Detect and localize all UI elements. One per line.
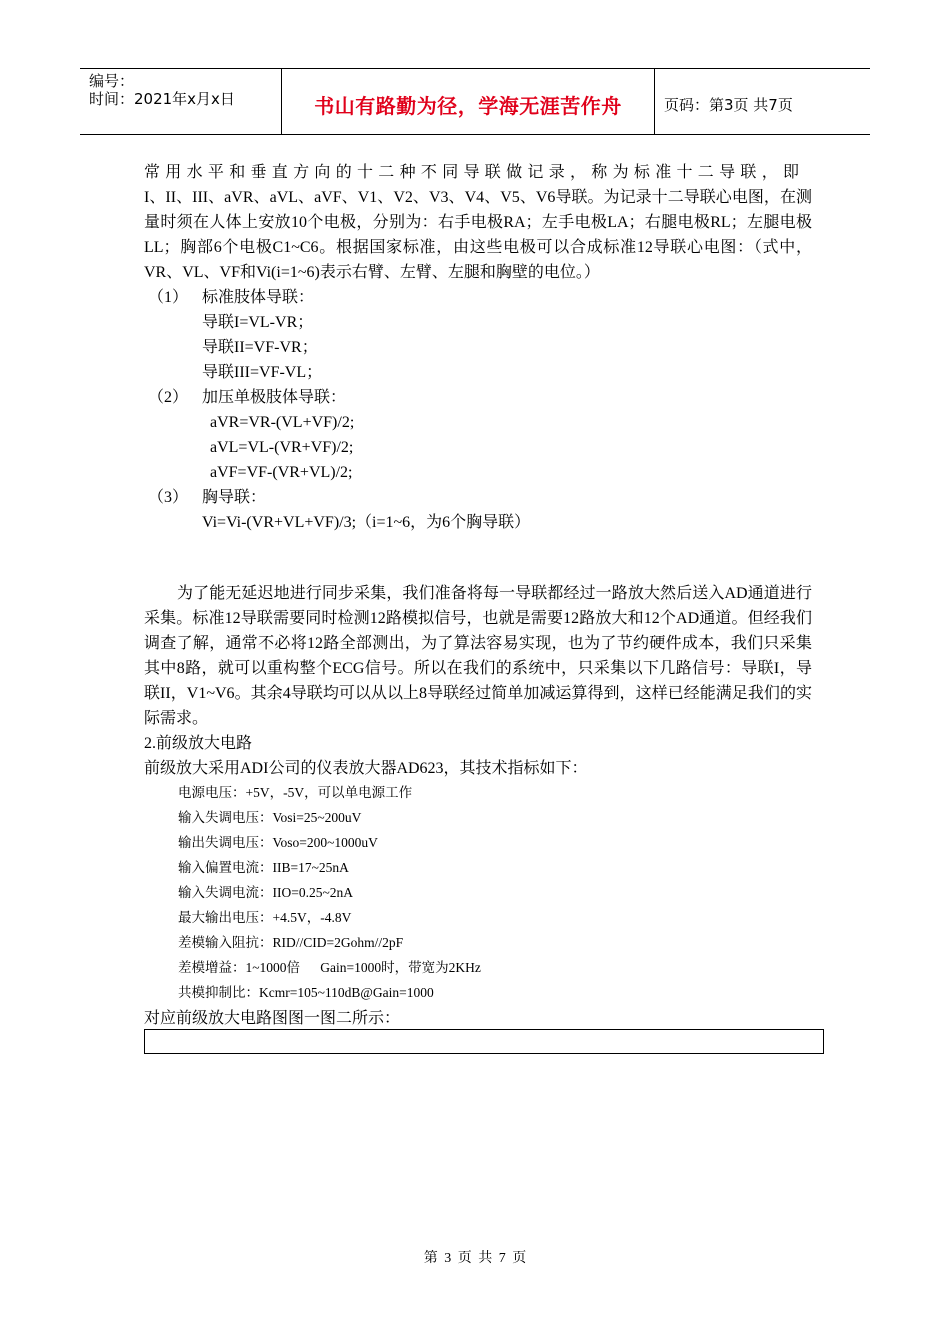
section-heading: 2.前级放大电路: [144, 735, 253, 752]
figure-caption: 对应前级放大电路图图一图二所示：: [144, 1010, 401, 1027]
spec-item: 差模增益：1~1000倍 Gain=1000时，带宽为2KHz: [178, 960, 481, 975]
spec-item: 最大输出电压：+4.5V，-4.8V: [178, 910, 352, 925]
spec-item: 共模抑制比：Kcmr=105~110dB@Gain=1000: [178, 985, 434, 1000]
spec-item: 输入失调电流：IIO=0.25~2nA: [178, 885, 354, 900]
doc-number-label: 编号：: [89, 72, 135, 90]
spec-item: 输出失调电压：Voso=200~1000uV: [178, 835, 378, 850]
formula-avl: aVL=VL-(VR+VF)/2;: [210, 439, 354, 456]
header-meta: [80, 69, 282, 135]
section3-number: （3）: [148, 489, 189, 506]
page-footer: 第 3 页 共 7 页: [423, 1251, 527, 1266]
spec-item: 输入失调电压：Vosi=25~200uV: [178, 810, 362, 825]
section1-title: 标准肢体导联：: [202, 289, 315, 306]
spec-item: 差模输入阻抗：RID//CID=2Gohm//2pF: [178, 935, 404, 950]
section2-number: （2）: [148, 389, 189, 406]
section1-number: （1）: [148, 289, 189, 306]
formula-avf: aVF=VF-(VR+VL)/2;: [210, 464, 353, 481]
acquisition-paragraph: 为了能无延迟地进行同步采集，我们准备将每一导联都经过一路放大然后送入AD通道进行采集。标准12导联需要同时检测12路模拟信号，也就是需要12路放大和12个AD通道。但经我们调查了解，通常不必将12路全部测出，为了算法容易实现，也为了节约硬件成本，我们只采集其中8路，就可以重构整个ECG信号。所以在我们的系统中，只采集以下几路信号：导联I，导联II，V1~V6。其余4导联均可以从以上8导联经过简单加减运算得到，这样已经能满足我们的实际需求。: [144, 585, 812, 727]
formula-lead-iii: 导联III=VF-VL；: [202, 364, 323, 381]
intro-first-line: 常用水平和垂直方向的十二种不同导联做记录，称为标准十二导联，即: [144, 164, 805, 181]
spec-item: 输入偏置电流：IIB=17~25nA: [178, 860, 349, 875]
formula-lead-i: 导联I=VL-VR；: [202, 314, 314, 331]
intro-paragraph: [144, 160, 812, 285]
spec-item: 电源电压：+5V，-5V，可以单电源工作: [178, 785, 413, 800]
section-intro: 前级放大采用ADI公司的仪表放大器AD623，其技术指标如下：: [144, 760, 588, 777]
header-motto: 书山有路勤为径，学海无涯苦作舟: [314, 93, 622, 118]
doc-time-label: 时间：2021年x月x日: [89, 90, 235, 108]
figure-placeholder-box: [144, 1029, 824, 1054]
section2-title: 加压单极肢体导联：: [202, 389, 347, 406]
formula-lead-ii: 导联II=VF-VR；: [202, 339, 318, 356]
formula-chest-leads: Vi=Vi-(VR+VL+VF)/3;（i=1~6，为6个胸导联）: [202, 514, 531, 531]
formula-avr: aVR=VR-(VL+VF)/2;: [210, 414, 355, 431]
header-motto-cell: [282, 69, 655, 135]
header-page-number: 页码：第3页 共7页: [664, 95, 793, 114]
intro-rest: I、II、III、aVR、aVL、aVF、V1、V2、V3、V4、V5、V6导联。为记录十二导联心电图，在测量时须在人体上安放10个电极，分别为：右手电极RA；左手电极LA；右腿电极RL；左腿电极LL；胸部6个电极C1~C6。根据国家标准，由这些电极可以合成标准12导联心电图：（式中，VR、VL、VF和Vi(i=1~6)表示右臂、左臂、左腿和胸壁的电位。）: [144, 189, 812, 281]
section3-title: 胸导联：: [202, 489, 267, 506]
page-header: [80, 68, 870, 135]
